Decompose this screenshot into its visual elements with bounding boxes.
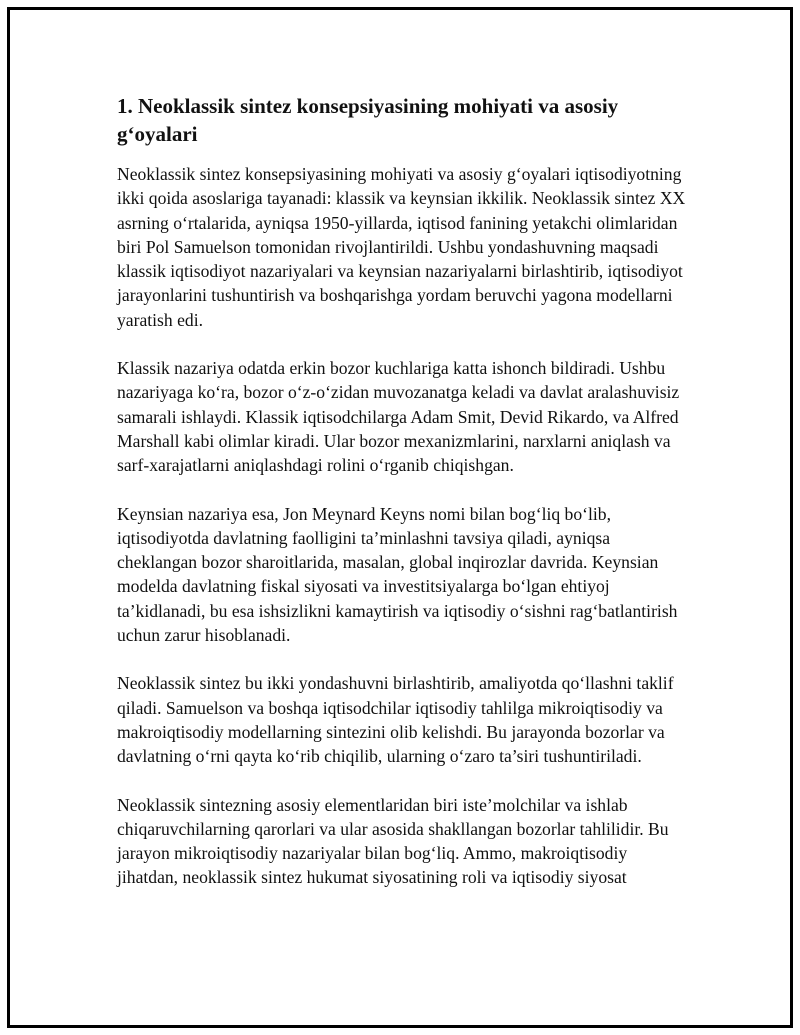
paragraph-1: Neoklassik sintez konsepsiyasining mohiyati va asosiy g‘oyalari iqtisodiyotning ikki qoida asoslariga tayanadi: klassik va keynsian ikkilik. Neoklassik sintez XX asrning o‘rtalarida, ayniqsa 1950-yillarda, iqtisod fanining yetakchi olimlaridan biri Pol Samuelson tomonidan rivojlantirildi. Ushbu yondashuvning maqsadi klassik iqtisodiyot nazariyalari va keynsian nazariyalarni birlashtirib, iqtisodiyot jarayonlarini tushuntirish va boshqarishga yordam beruvchi yagona modellarni yaratish edi. [117, 164, 686, 330]
paragraph-5: Neoklassik sintezning asosiy elementlaridan biri iste’molchilar va ishlab chiqaruvchilarning qarorlari va ular asosida shakllangan bozorlar tahlilidir. Bu jarayon mikroiqtisodiy nazariyalar bilan bog‘liq. Ammo, makroiqtisodiy jihatdan, neoklassik sintez hukumat siyosatining roli va iqtisodiy siyosat [117, 794, 669, 888]
paragraph-4: Neoklassik sintez bu ikki yondashuvni birlashtirib, amaliyotda qo‘llashni taklif qiladi. Samuelson va boshqa iqtisodchilar iqtisodiy tahlilga mikroiqtisodiy va makroiqtisodiy modellarning sintezini olib kelishdi. Bu jarayonda bozorlar va davlatning o‘rni qayta ko‘rib chiqilib, ularning o‘zaro ta’siri tushuntiriladi. [117, 673, 674, 767]
section-heading: 1. Neoklassik sintez konsepsiyasining mohiyati va asosiy g‘oyalari [117, 94, 619, 146]
document-body [117, 92, 692, 914]
paragraph-3: Keynsian nazariya esa, Jon Meynard Keyns nomi bilan bog‘liq bo‘lib, iqtisodiyotda davlatning faolligini ta’minlashni tavsiya qiladi, ayniqsa cheklangan bozor sharoitlarida, masalan, global inqirozlar davrida. Keynsian modelda davlatning fiskal siyosati va investitsiyalarga bo‘lgan ehtiyoj ta’kidlanadi, bu esa ishsizlikni kamaytirish va iqtisodiy o‘sishni rag‘batlantirish uchun zarur hisoblanadi. [117, 503, 678, 646]
paragraph-2: Klassik nazariya odatda erkin bozor kuchlariga katta ishonch bildiradi. Ushbu nazariyaga ko‘ra, bozor o‘z-o‘zidan muvozanatga keladi va davlat aralashuvisiz samarali ishlaydi. Klassik iqtisodchilarga Adam Smit, Devid Rikardo, va Alfred Marshall kabi olimlar kiradi. Ular bozor mexanizmlarini, narxlarni aniqlash va sarf-xarajatlarni aniqlashdagi rolini o‘rganib chiqishgan. [117, 358, 680, 476]
